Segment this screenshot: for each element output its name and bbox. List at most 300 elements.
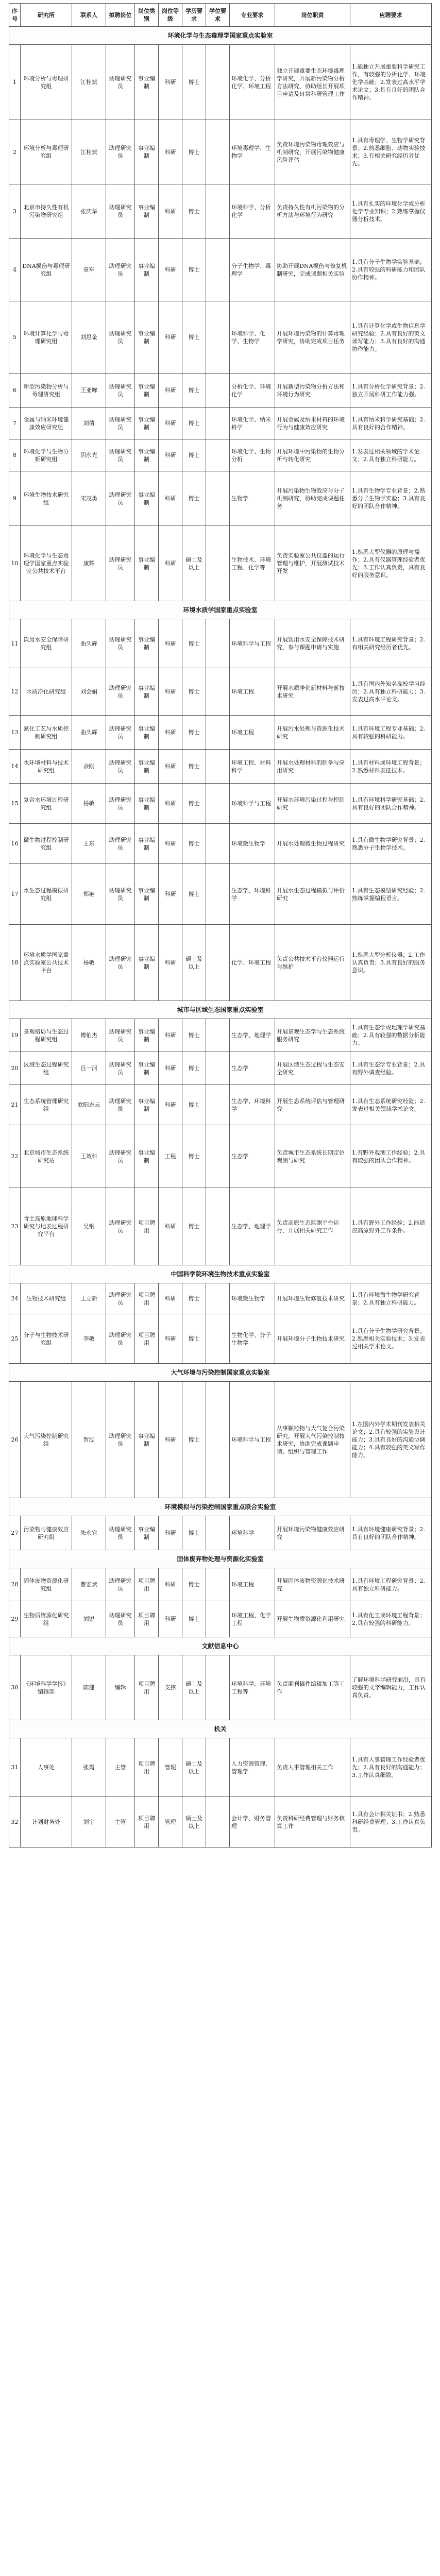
row-duty: 开展污染物生物效应与分子机制研究，协助完成课题任务 (275, 471, 350, 526)
row-duty: 开展环境中污染物的生物分析与转化研究 (275, 439, 350, 471)
row-number: 19 (9, 1019, 21, 1052)
row-duty: 从事颗粒物与大气复合污染研究，开展大气污染控制技术研究，协助完成课题申请、组织与管理工作 (275, 1382, 350, 1498)
row-post: 助理研究员 (106, 1382, 135, 1498)
row-major: 环境科学与工程 (230, 619, 275, 668)
header-contact: 联系人 (72, 4, 106, 27)
row-number: 5 (9, 301, 21, 374)
row-post-type: 事业编制 (135, 374, 159, 408)
row-post: 助理研究员 (106, 824, 135, 864)
row-unit: DNA损伤与毒理研究组 (21, 239, 72, 301)
row-post-grade: 科研 (159, 471, 182, 526)
row-education: 硕士及以上 (182, 1738, 206, 1797)
header-req: 应聘要求 (350, 4, 432, 27)
row-unit: 北京城市生态系统研究站 (21, 1125, 72, 1188)
row-unit: 景观格局与生态过程研究组 (21, 1019, 72, 1052)
header-post: 拟聘岗位 (106, 4, 135, 27)
row-post-grade: 科研 (159, 526, 182, 601)
table-row (9, 184, 432, 239)
row-major: 生物技术、环境工程、化学等 (230, 526, 275, 601)
row-contact: 王亚韡 (72, 374, 106, 408)
row-duty: 开展生物质资源化利用研究 (275, 1601, 350, 1637)
row-major: 环境工程 (230, 716, 275, 750)
row-unit: 水质净化研究组 (21, 668, 72, 716)
row-degree (206, 1516, 230, 1550)
row-education: 博士 (182, 1382, 206, 1498)
row-contact: 宋茂勇 (72, 471, 106, 526)
row-post-grade: 支撑 (159, 1655, 182, 1720)
row-contact: 杨敏 (72, 925, 106, 1001)
row-number: 16 (9, 824, 21, 864)
table-row (9, 408, 432, 439)
row-contact: 吴钢 (72, 1188, 106, 1265)
row-degree (206, 619, 230, 668)
row-requirements: 1.具有化工或环境工程背景；2.具有较强的科研能力。 (350, 1601, 432, 1637)
row-major: 环境科学与工程 (230, 784, 275, 824)
row-unit: 区域生态过程研究组 (21, 1052, 72, 1085)
row-education: 博士 (182, 374, 206, 408)
row-education: 硕士及以上 (182, 1797, 206, 1848)
row-unit: 生物质资源化研究组 (21, 1601, 72, 1637)
row-major: 环境科学、环境工程等 (230, 1655, 275, 1720)
row-education: 博士 (182, 1188, 206, 1265)
header-edu: 学历要求 (182, 4, 206, 27)
table-row (9, 716, 432, 750)
row-unit: 《环境科学学报》编辑部 (21, 1655, 72, 1720)
row-major: 生态学、环境科学 (230, 1085, 275, 1125)
row-post-type: 事业编制 (135, 439, 159, 471)
row-degree (206, 1797, 230, 1848)
row-post-type: 项目聘用 (135, 1738, 159, 1797)
row-post-grade: 科研 (159, 716, 182, 750)
row-post-type: 项目聘用 (135, 1283, 159, 1314)
row-major: 环境工程、化学工程 (230, 1601, 275, 1637)
row-post-grade: 科研 (159, 1382, 182, 1498)
row-post-grade: 科研 (159, 1314, 182, 1364)
row-number: 8 (9, 439, 21, 471)
row-post-type: 事业编制 (135, 526, 159, 601)
section-title: 大气环境与污染控制国家重点实验室 (9, 1364, 432, 1382)
row-unit: 复合水环境过程研究组 (21, 784, 72, 824)
row-post-type: 事业编制 (135, 1382, 159, 1498)
row-post-grade: 科研 (159, 120, 182, 184)
row-requirements: 1.具有环境健康研究背景；2.具有良好的团队合作精神。 (350, 1516, 432, 1550)
row-post-type: 事业编制 (135, 408, 159, 439)
row-post: 助理研究员 (106, 668, 135, 716)
row-degree (206, 45, 230, 120)
row-degree (206, 408, 230, 439)
row-education: 博士 (182, 864, 206, 925)
row-contact: 李敏 (72, 1314, 106, 1364)
row-duty: 开展生态系统评估与管理研究 (275, 1085, 350, 1125)
table-header (9, 4, 432, 27)
section-header-row (9, 27, 432, 45)
row-education: 博士 (182, 1019, 206, 1052)
row-post-grade: 科研 (159, 619, 182, 668)
row-education: 博士 (182, 471, 206, 526)
row-major: 环境微生物学 (230, 1283, 275, 1314)
row-duty: 负责持久性有机污染物的分析方法与环境行为研究 (275, 184, 350, 239)
row-post-grade: 科研 (159, 239, 182, 301)
row-post: 助理研究员 (106, 784, 135, 824)
row-contact: 王东 (72, 824, 106, 864)
row-major: 生物化学、分子生物学 (230, 1314, 275, 1364)
row-post-grade: 科研 (159, 374, 182, 408)
row-duty: 开展环境污染物健康效应研究 (275, 1516, 350, 1550)
table-row (9, 619, 432, 668)
section-title: 中国科学院环境生物技术重点实验室 (9, 1265, 432, 1283)
row-major: 环境工程、材料科学 (230, 750, 275, 784)
row-contact: 江桂斌 (72, 45, 106, 120)
row-unit: 环境化学与生物分析研究组 (21, 439, 72, 471)
row-post: 助理研究员 (106, 864, 135, 925)
row-duty: 开展水质净化新材料与新技术研究 (275, 668, 350, 716)
table-row (9, 439, 432, 471)
row-contact: 康辉 (72, 526, 106, 601)
row-post-type: 事业编制 (135, 750, 159, 784)
row-degree (206, 471, 230, 526)
section-header-row (9, 1720, 432, 1738)
row-major: 环境毒理学、生物学 (230, 120, 275, 184)
row-degree (206, 120, 230, 184)
row-post-type: 项目聘用 (135, 1797, 159, 1848)
row-number: 27 (9, 1516, 21, 1550)
row-post-grade: 科研 (159, 1568, 182, 1601)
row-post-type: 项目聘用 (135, 1314, 159, 1364)
row-number: 14 (9, 750, 21, 784)
row-requirements: 1.具有毒理学、生物学研究背景；2.熟悉细胞、动物实验技术；3.有相关研究经历者优先。 (350, 120, 432, 184)
row-duty: 开展水环境污染过程与控制研究 (275, 784, 350, 824)
row-duty: 开展水生态过程模拟与评价研究 (275, 864, 350, 925)
row-education: 博士 (182, 824, 206, 864)
row-requirements: 1.具有分子生物学研究背景；2.熟悉相关实验技术；3.发表过相关学术论文。 (350, 1314, 432, 1364)
section-title: 环境模拟与污染控制国家重点联合实验室 (9, 1498, 432, 1516)
row-post: 助理研究员 (106, 1019, 135, 1052)
row-post-type: 项目聘用 (135, 1568, 159, 1601)
row-post-type: 事业编制 (135, 184, 159, 239)
row-post-grade: 科研 (159, 1085, 182, 1125)
row-number: 4 (9, 239, 21, 301)
row-requirements: 1.熟悉大型仪器的原理与操作；2.具有仪器管理经验者优先；3.工作认真负责，具有良好的服务意识。 (350, 526, 432, 601)
row-post-type: 事业编制 (135, 784, 159, 824)
row-education: 博士 (182, 1601, 206, 1637)
header-no: 序号 (9, 4, 21, 27)
row-post-grade: 管理 (159, 1738, 182, 1797)
row-post-type: 事业编制 (135, 45, 159, 120)
row-contact: 张霞 (72, 1738, 106, 1797)
row-major: 生态学 (230, 1052, 275, 1085)
row-unit: 生物技术研究组 (21, 1283, 72, 1314)
row-number: 12 (9, 668, 21, 716)
row-post: 助理研究员 (106, 1568, 135, 1601)
row-degree (206, 784, 230, 824)
row-post-grade: 工程 (159, 1125, 182, 1188)
table-row (9, 1283, 432, 1314)
row-contact: 张庆华 (72, 184, 106, 239)
row-duty: 开展污水处理与资源化技术研究 (275, 716, 350, 750)
row-duty: 开展固体废物资源化技术研究 (275, 1568, 350, 1601)
row-degree (206, 526, 230, 601)
row-unit: 分子与生物技术研究组 (21, 1314, 72, 1364)
row-post-type: 事业编制 (135, 824, 159, 864)
table-row (9, 1314, 432, 1364)
row-major: 环境化学、纳米科学 (230, 408, 275, 439)
row-unit: 固体废物资源化研究组 (21, 1568, 72, 1601)
row-education: 博士 (182, 784, 206, 824)
row-requirements: 1.具有计算化学或生物信息学研究经验；2.具有良好的英文读写能力；3.具有良好的沟通协作能力。 (350, 301, 432, 374)
row-contact: 刘锐 (72, 1601, 106, 1637)
row-requirements: 1.具有生态学或地理学研究基础；2.具有较强的数据分析能力。 (350, 1019, 432, 1052)
row-education: 博士 (182, 750, 206, 784)
row-degree (206, 750, 230, 784)
row-post-type: 事业编制 (135, 1516, 159, 1550)
row-post-grade: 科研 (159, 864, 182, 925)
row-degree (206, 668, 230, 716)
row-major: 环境科学、分析化学 (230, 184, 275, 239)
row-post: 助理研究员 (106, 1601, 135, 1637)
row-post-type: 事业编制 (135, 239, 159, 301)
row-degree (206, 239, 230, 301)
recruitment-document (9, 3, 431, 1848)
row-major: 环境化学、生物分析 (230, 439, 275, 471)
row-duty: 开展环境分子生物技术研究 (275, 1314, 350, 1364)
row-duty: 开展水处理材料的制备与应用研究 (275, 750, 350, 784)
row-contact: 王立新 (72, 1283, 106, 1314)
row-duty: 负责城市生态系统长期定位观测与研究 (275, 1125, 350, 1188)
row-post-type: 事业编制 (135, 864, 159, 925)
row-unit: 环境生物技术研究组 (21, 471, 72, 526)
row-duty: 开展新型污染物分析方法和环境行为研究 (275, 374, 350, 408)
row-requirements: 1.具有纳米科学研究基础；2.具有良好的合作精神。 (350, 408, 432, 439)
row-requirements: 1.具有环境工程研究背景；2.有相关研究经历者优先。 (350, 619, 432, 668)
row-major: 环境工程 (230, 1568, 275, 1601)
section-header-row (9, 1001, 432, 1019)
row-duty: 独立开展重要生态环境毒理学研究，开展新污染物分析方法研究，协助组长开展项目申请及日常科研管理工作 (275, 45, 350, 120)
row-requirements: 1.具有环境科学研究基础；2.具有良好的团队合作精神。 (350, 784, 432, 824)
row-post: 助理研究员 (106, 120, 135, 184)
row-post-grade: 科研 (159, 45, 182, 120)
row-post: 助理研究员 (106, 1283, 135, 1314)
row-education: 博士 (182, 301, 206, 374)
row-requirements: 1.具有生态模型研究经验；2.熟练掌握编程语言。 (350, 864, 432, 925)
header-major: 专业要求 (230, 4, 275, 27)
table-row (9, 45, 432, 120)
row-degree (206, 301, 230, 374)
table-row (9, 374, 432, 408)
row-post: 助理研究员 (106, 408, 135, 439)
row-unit: 生态系统管理研究组 (21, 1085, 72, 1125)
row-education: 博士 (182, 1314, 206, 1364)
row-duty: 负责人事管理相关工作 (275, 1738, 350, 1797)
row-degree (206, 1085, 230, 1125)
table-row (9, 1738, 432, 1797)
row-contact: 曹宏斌 (72, 1568, 106, 1601)
table-row (9, 1052, 432, 1085)
row-degree (206, 716, 230, 750)
row-degree (206, 824, 230, 864)
row-post-grade: 科研 (159, 668, 182, 716)
row-contact: 阴永光 (72, 439, 106, 471)
row-unit: 水生态过程模拟研究组 (21, 864, 72, 925)
header-type: 岗位类别 (135, 4, 159, 27)
row-contact: 郑艳 (72, 864, 106, 925)
row-degree (206, 1188, 230, 1265)
row-number: 7 (9, 408, 21, 439)
row-education: 博士 (182, 1052, 206, 1085)
row-education: 硕士及以上 (182, 1655, 206, 1720)
row-post: 助理研究员 (106, 1188, 135, 1265)
header-grade: 岗位等级 (159, 4, 182, 27)
row-post: 助理研究员 (106, 1052, 135, 1085)
row-post-type: 事业编制 (135, 619, 159, 668)
row-contact: 刘会娟 (72, 668, 106, 716)
row-major: 环境科学 (230, 1516, 275, 1550)
table-row (9, 239, 432, 301)
row-post-grade: 科研 (159, 1019, 182, 1052)
row-duty: 负责科研经费管理与财务核算工作 (275, 1797, 350, 1848)
row-post-grade: 管理 (159, 1797, 182, 1848)
row-degree (206, 1314, 230, 1364)
row-unit: 环境计算化学与毒理研究组 (21, 301, 72, 374)
row-post-type: 事业编制 (135, 120, 159, 184)
row-post-grade: 科研 (159, 1283, 182, 1314)
row-number: 9 (9, 471, 21, 526)
row-number: 21 (9, 1085, 21, 1125)
row-contact: 曲久辉 (72, 716, 106, 750)
row-contact: 刘宇 (72, 1797, 106, 1848)
row-requirements: 1.具有人事管理工作经验者优先；2.具有良好的沟通能力；3.工作认真细致。 (350, 1738, 432, 1797)
row-major: 生态学、环境科学 (230, 864, 275, 925)
section-header-row (9, 1550, 432, 1568)
section-header-row (9, 601, 432, 619)
row-post-type: 事业编制 (135, 716, 159, 750)
table-row (9, 1655, 432, 1720)
row-number: 17 (9, 864, 21, 925)
row-education: 博士 (182, 184, 206, 239)
row-degree (206, 864, 230, 925)
row-duty: 开展饮用水安全保障技术研究，参与课题申请与实施 (275, 619, 350, 668)
row-post-grade: 科研 (159, 925, 182, 1001)
row-major: 分子生物学、毒理学 (230, 239, 275, 301)
table-row (9, 784, 432, 824)
row-post-type: 事业编制 (135, 471, 159, 526)
table-row (9, 864, 432, 925)
row-unit: 饮用水安全保障研究组 (21, 619, 72, 668)
table-row (9, 1382, 432, 1498)
row-requirements: 1.有野外观测工作经验；2.具有较强的团队合作精神。 (350, 1125, 432, 1188)
row-post: 助理研究员 (106, 1314, 135, 1364)
row-major: 生态学、地理学 (230, 1188, 275, 1265)
row-contact: 江桂斌 (72, 120, 106, 184)
row-unit: 青土高原地球科学研究与地表过程研究平台 (21, 1188, 72, 1265)
table-row (9, 1085, 432, 1125)
row-unit: 污染物与健康效应研究组 (21, 1516, 72, 1550)
row-major: 环境化学、分析化学、环境工程 (230, 45, 275, 120)
row-post: 助理研究员 (106, 1125, 135, 1188)
row-duty: 开展金属及纳米材料的环境行为与健康效应研究 (275, 408, 350, 439)
row-post-grade: 科研 (159, 1052, 182, 1085)
table-row (9, 925, 432, 1001)
row-unit: 北京市持久性有机污染物研究组 (21, 184, 72, 239)
table-row (9, 120, 432, 184)
row-unit: 计划财务处 (21, 1797, 72, 1848)
row-degree (206, 1019, 230, 1052)
row-unit: 水环境材料与技术研究组 (21, 750, 72, 784)
row-degree (206, 1655, 230, 1720)
row-education: 博士 (182, 120, 206, 184)
row-number: 20 (9, 1052, 21, 1085)
row-post-grade: 科研 (159, 750, 182, 784)
row-number: 13 (9, 716, 21, 750)
row-education: 博士 (182, 439, 206, 471)
row-education: 博士 (182, 668, 206, 716)
row-degree (206, 1125, 230, 1188)
row-post-type: 事业编制 (135, 1052, 159, 1085)
table-row (9, 1797, 432, 1848)
row-post: 助理研究员 (106, 471, 135, 526)
row-post-grade: 科研 (159, 301, 182, 374)
row-number: 25 (9, 1314, 21, 1364)
row-major: 环境科学与工程 (230, 1382, 275, 1498)
row-post-type: 项目聘用 (135, 1601, 159, 1637)
section-title: 文献信息中心 (9, 1637, 432, 1655)
header-degree: 学位要求 (206, 4, 230, 27)
row-number: 10 (9, 526, 21, 601)
row-education: 博士 (182, 239, 206, 301)
row-unit: 环境分析与毒理研究组 (21, 45, 72, 120)
row-education: 博士 (182, 1085, 206, 1125)
row-degree (206, 1568, 230, 1601)
row-post: 助理研究员 (106, 750, 135, 784)
row-requirements: 1.具有环境工程研究背景；2.具有独立科研能力。 (350, 1568, 432, 1601)
row-duty: 负责公共技术平台仪器运行与维护 (275, 925, 350, 1001)
row-degree (206, 925, 230, 1001)
row-contact: 王效科 (72, 1125, 106, 1188)
table-row (9, 471, 432, 526)
table-row (9, 1125, 432, 1188)
row-post-type: 事业编制 (135, 1125, 159, 1188)
row-post-type: 事业编制 (135, 925, 159, 1001)
row-major: 生态学、地理学 (230, 1019, 275, 1052)
row-education: 博士 (182, 1283, 206, 1314)
row-education: 博士 (182, 1568, 206, 1601)
row-post: 主管 (106, 1738, 135, 1797)
row-unit: 微生物过程控制研究组 (21, 824, 72, 864)
row-requirements: 1.具有材料或环境工程背景；2.熟悉材料表征技术。 (350, 750, 432, 784)
table-row (9, 824, 432, 864)
row-education: 硕士及以上 (182, 925, 206, 1001)
row-major: 会计学、财务管理 (230, 1797, 275, 1848)
row-duty: 负责高原生态监测平台运行，开展相关研究工作 (275, 1188, 350, 1265)
row-post: 助理研究员 (106, 716, 135, 750)
row-number: 28 (9, 1568, 21, 1601)
row-major: 生态学 (230, 1125, 275, 1188)
table-row (9, 668, 432, 716)
row-requirements: 1.具有生态系统研究经验；2.发表过相关领域学术论文。 (350, 1085, 432, 1125)
row-duty: 负责期刊稿件编辑加工等工作 (275, 1655, 350, 1720)
row-degree (206, 439, 230, 471)
row-degree (206, 1738, 230, 1797)
row-post: 助理研究员 (106, 374, 135, 408)
row-contact: 朱永官 (72, 1516, 106, 1550)
row-major: 人力资源管理、管理学 (230, 1738, 275, 1797)
row-post: 编辑 (106, 1655, 135, 1720)
row-post-grade: 科研 (159, 1601, 182, 1637)
row-number: 2 (9, 120, 21, 184)
row-post-grade: 科研 (159, 824, 182, 864)
row-education: 博士 (182, 1516, 206, 1550)
row-post: 助理研究员 (106, 619, 135, 668)
row-post-grade: 科研 (159, 1516, 182, 1550)
